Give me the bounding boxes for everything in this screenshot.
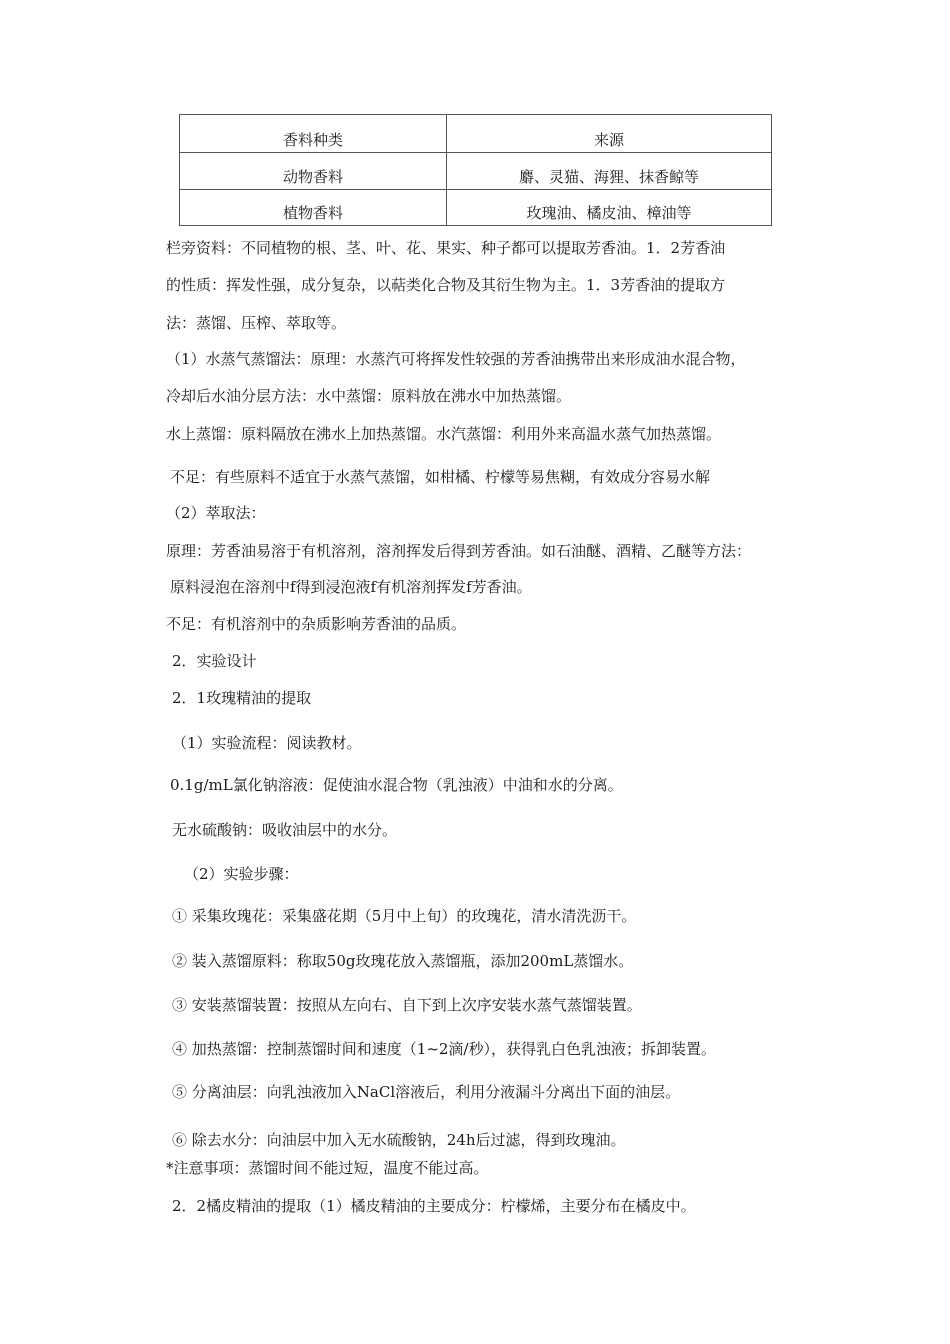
note-line: *注意事项：蒸馏时间不能过短，温度不能过高。: [166, 1159, 489, 1177]
step-item: ② 装入蒸馏原料：称取50g玫瑰花放入蒸馏瓶，添加200mL蒸馏水。: [172, 952, 634, 970]
paragraph-line: 法：蒸馏、压榨、萃取等。: [166, 314, 347, 332]
table-cell: 植物香料: [180, 190, 447, 226]
table-row: [180, 153, 772, 190]
paragraph-line: （1）实验流程：阅读教材。: [172, 734, 362, 752]
step-item: ⑤ 分离油层：向乳浊液加入NaCl溶液后，利用分液漏斗分离出下面的油层。: [172, 1083, 681, 1101]
table-header-cell: 来源: [447, 115, 772, 153]
table-cell: 动物香料: [180, 153, 447, 190]
paragraph-line: 的性质：挥发性强，成分复杂，以萜类化合物及其衍生物为主。1．3芳香油的提取方: [166, 276, 726, 294]
paragraph-line: 栏旁资料：不同植物的根、茎、叶、花、果实、种子都可以提取芳香油。1．2芳香油: [166, 239, 726, 257]
paragraph-line: （2）萃取法：: [166, 504, 266, 522]
paragraph-line: 水上蒸馏：原料隔放在沸水上加热蒸馏。水汽蒸馏：利用外来高温水蒸气加热蒸馏。: [166, 425, 722, 443]
step-item: ③ 安装蒸馏装置：按照从左向右、自下到上次序安装水蒸气蒸馏装置。: [172, 996, 642, 1014]
table-header-cell: 香料种类: [180, 115, 447, 153]
table-cell: 麝、灵猫、海狸、抹香鲸等: [447, 153, 772, 190]
step-item: ⑥ 除去水分：向油层中加入无水硫酸钠，24h后过滤，得到玫瑰油。: [172, 1131, 626, 1149]
paragraph-line: 不足：有些原料不适宜于水蒸气蒸馏，如柑橘、柠檬等易焦糊，有效成分容易水解: [170, 468, 711, 486]
paragraph-line: 无水硫酸钠：吸收油层中的水分。: [172, 821, 398, 839]
step-item: ① 采集玫瑰花：采集盛花期（5月中上旬）的玫瑰花，清水清洗沥干。: [172, 907, 637, 925]
section-heading: 2．2橘皮精油的提取（1）橘皮精油的主要成分：柠檬烯，主要分布在橘皮中。: [172, 1197, 696, 1215]
table-row: [180, 190, 772, 226]
paragraph-line: （2）实验步骤：: [184, 865, 299, 883]
fragrance-source-table: [179, 114, 772, 226]
table-cell: 玫瑰油、橘皮油、樟油等: [447, 190, 772, 226]
section-heading: 2．1玫瑰精油的提取: [172, 689, 312, 707]
paragraph-line: 0.1g/mL氯化钠溶液：促使油水混合物（乳浊液）中油和水的分离。: [170, 776, 623, 794]
paragraph-line: 原料浸泡在溶剂中f得到浸泡液f有机溶剂挥发f芳香油。: [170, 578, 532, 596]
section-heading: 2．实验设计: [172, 652, 257, 670]
paragraph-line: 原理：芳香油易溶于有机溶剂，溶剂挥发后得到芳香油。如石油醚、酒精、乙醚等方法：: [166, 542, 752, 560]
paragraph-line: （1）水蒸气蒸馏法：原理：水蒸汽可将挥发性较强的芳香油携带出来形成油水混合物，: [166, 350, 746, 368]
paragraph-line: 冷却后水油分层方法：水中蒸馏：原料放在沸水中加热蒸馏。: [166, 387, 572, 405]
paragraph-line: 不足：有机溶剂中的杂质影响芳香油的品质。: [166, 615, 467, 633]
step-item: ④ 加热蒸馏：控制蒸馏时间和速度（1~2滴/秒），获得乳白色乳浊液；拆卸装置。: [172, 1040, 716, 1058]
table-header-row: [180, 115, 772, 153]
